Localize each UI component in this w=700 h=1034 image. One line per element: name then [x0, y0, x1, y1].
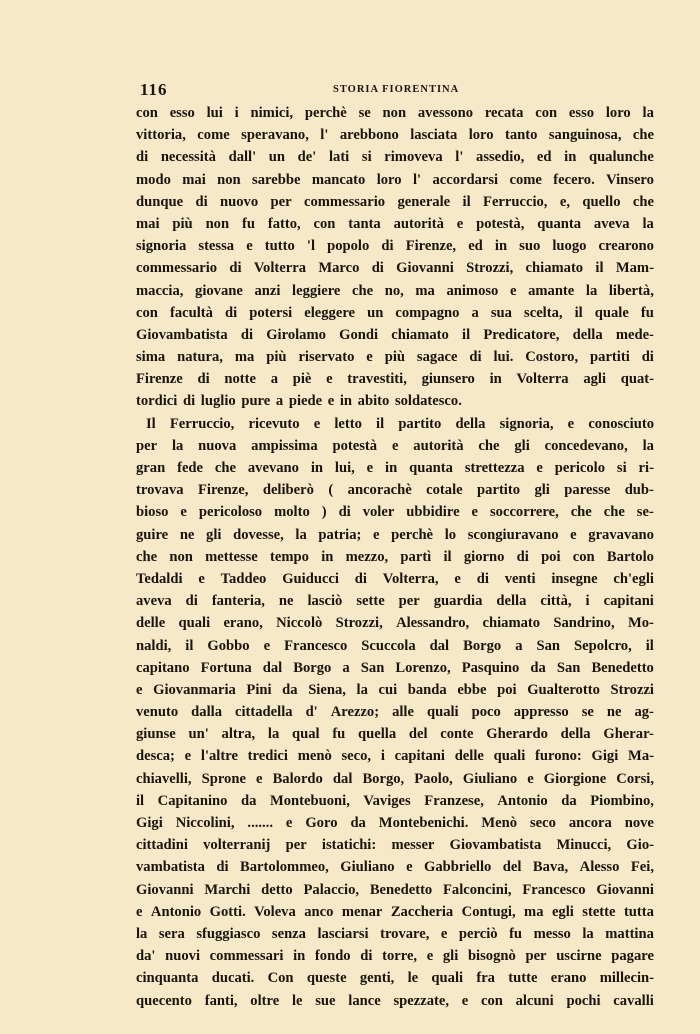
text-line: capitano Fortuna dal Borgo a San Lorenzo, Pasquino da San Benedetto: [136, 659, 654, 676]
text-line: vittoria, come speravano, l' arebbono lasciata loro tanto sanguinosa, che: [136, 127, 654, 144]
text-line: Giovanni Marchi detto Palaccio, Benedetto Falconcini, Francesco Giovanni: [136, 881, 654, 898]
text-line: modo mai non sarebbe mancato loro l' accordarsi come fecero. Vinsero: [136, 171, 654, 188]
text-line: giunse un' altra, la qual fu quella del conte Gherardo della Gherar-: [136, 726, 654, 743]
text-line: Giovambatista di Girolamo Gondi chiamato il Predicatore, della mede-: [136, 326, 654, 343]
text-line: chiavelli, Sprone e Balordo dal Borgo, Paolo, Giuliano e Giorgione Corsi,: [136, 770, 654, 787]
text-line: il Capitanino da Montebuoni, Vaviges Franzese, Antonio da Piombino,: [136, 792, 654, 809]
text-line: vambatista di Bartolommeo, Giuliano e Gabbriello del Bava, Alesso Fei,: [136, 859, 654, 876]
text-line: di necessità dall' un de' lati si rimoveva l' assedio, ed in qualunche: [136, 149, 654, 166]
text-line: trovava Firenze, deliberò ( ancorachè cotale partito gli paresse dub-: [136, 482, 654, 499]
text-line: bioso e pericoloso molto ) di voler ubbidire e soccorrere, che che se-: [136, 504, 654, 521]
text-line: Gigi Niccolini, ....... e Goro da Montebenichi. Menò seco ancora nove: [136, 815, 654, 831]
text-line: naldi, il Gobbo e Francesco Scuccola dal Borgo a San Sepolcro, il: [136, 637, 654, 654]
text-line: delle quali erano, Niccolò Strozzi, Alessandro, chiamato Sandrino, Mo-: [136, 615, 654, 632]
text-line: e Antonio Gotti. Voleva anco menar Zaccheria Contugi, ma egli stette tutta: [136, 903, 654, 920]
text-line: cinquanta ducati. Con queste genti, le quali fra tutte erano millecin-: [136, 970, 654, 987]
text-line: dunque di nuovo per commessario generale il Ferruccio, e, quello che: [136, 193, 654, 210]
text-line: venuto dalla cittadella d' Arezzo; alle quali poco appresso se ne ag-: [136, 704, 654, 721]
text-line: aveva di fanteria, ne lasciò sette per guardia della città, i capitani: [136, 593, 654, 610]
text-line: che non mettesse tempo in mezzo, partì il giorno di poi con Bartolo: [136, 548, 654, 565]
text-line: per la nuova ampissima potestà e autorità che gli concedevano, la: [136, 437, 654, 454]
text-line: e Giovanmaria Pini da Siena, la cui banda ebbe poi Gualterotto Strozzi: [136, 681, 654, 698]
text-line: Firenze di notte a piè e travestiti, giunsero in Volterra agli quat-: [136, 371, 654, 388]
text-line: sima natura, ma più riservato e più sagace di lui. Costoro, partiti di: [136, 349, 654, 366]
text-line: con facultà di potersi eleggere un compagno a sua scelta, il quale fu: [136, 304, 654, 321]
body-text: [136, 102, 654, 1012]
text-line: guire ne gli dovesse, la patria; e perchè lo scongiuravano e gravavano: [136, 526, 654, 543]
text-line: tordici di luglio pure a piede e in abito soldatesco.: [136, 393, 462, 410]
text-line: da' nuovi commessari in fondo di torre, e gli bisognò per uscirne pagare: [136, 948, 654, 965]
text-line: gran fede che avevano in lui, e in quanta strettezza e pericolo si ri-: [136, 460, 654, 476]
text-line: commessario di Volterra Marco di Giovanni Strozzi, chiamato il Mam-: [136, 260, 654, 277]
text-line: Il Ferruccio, ricevuto e letto il partito della signoria, e conosciuto: [146, 415, 654, 432]
page-number: 116: [140, 80, 168, 99]
text-line: la sera sfuggiasco senza lasciarsi trovare, e perciò fu messo la mattina: [136, 925, 654, 942]
text-line: quecento fanti, oltre le sue lance spezzate, e con alcuni pochi cavalli: [136, 992, 654, 1009]
text-line: signoria stessa e tutto 'l popolo di Firenze, ed in suo luogo crearono: [136, 238, 654, 255]
text-line: cittadini volterranij per istatichi: messer Giovambatista Minucci, Gio-: [136, 837, 654, 854]
text-line: Tedaldi e Taddeo Guiducci di Volterra, e di venti insegne ch'egli: [136, 570, 654, 587]
text-line: maccia, giovane anzi leggiere che no, ma animoso e amante la libertà,: [136, 282, 654, 299]
page-header: [138, 80, 654, 98]
running-title: STORIA FIORENTINA: [333, 84, 460, 95]
text-line: desca; e l'altre tredici menò seco, i capitani delle quali furono: Gigi Ma-: [136, 748, 654, 765]
text-line: con esso lui i nimici, perchè se non avessono recata con esso loro la: [136, 105, 654, 121]
text-line: mai più non fu fatto, con tanta autorità e potestà, quanta aveva la: [136, 215, 654, 232]
